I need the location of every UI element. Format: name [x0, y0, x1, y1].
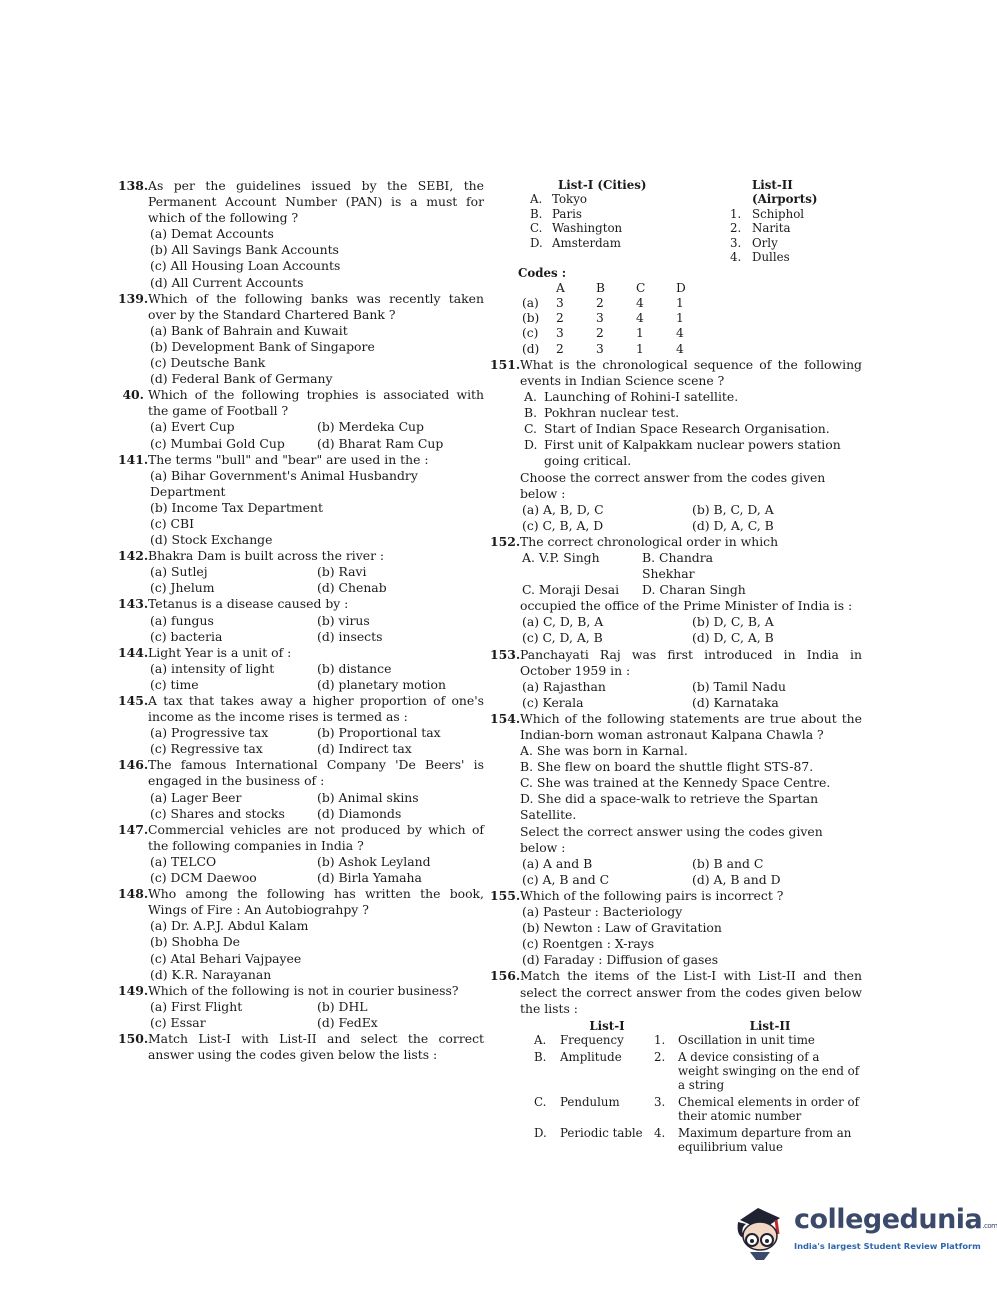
question-options — [520, 502, 862, 534]
question-149 — [118, 983, 484, 1031]
option: (a) Evert Cup — [150, 419, 235, 435]
statement: A. She was born in Karnal. — [520, 743, 688, 759]
statement — [524, 405, 862, 421]
question-153 — [490, 647, 862, 711]
item-text: Paris — [552, 206, 582, 221]
option-row — [522, 614, 862, 630]
brand-name: collegedunia.com — [794, 1204, 997, 1235]
question-155 — [490, 888, 862, 968]
names — [520, 550, 862, 598]
question-text: Match the items of the List-I with List-II and then select the correct answer from the codes given below the lists : — [520, 968, 862, 1016]
brand-tagline: India's largest Student Review Platform — [794, 1241, 981, 1251]
option: (c) Essar — [150, 1014, 206, 1030]
option: A. V.P. Singh — [522, 549, 600, 565]
q156-list2-item — [654, 1126, 862, 1155]
option: (b) Animal skins — [317, 789, 419, 805]
option: (b) B and C — [692, 855, 764, 871]
question-number: 143. — [118, 596, 149, 612]
option: (d) Diamonds — [317, 805, 402, 821]
statement: Select the correct answer using the codes given below : — [520, 823, 823, 855]
option: (c) CBI — [150, 515, 195, 531]
q150-list2-title: List-II (Airports) — [752, 178, 818, 207]
item-key: C. — [534, 1094, 547, 1109]
item-key: A. — [530, 192, 543, 207]
option: (a) Sutlej — [150, 564, 208, 580]
question-number: 156. — [490, 968, 521, 984]
question-options — [148, 468, 484, 548]
option-row — [522, 856, 862, 872]
question-options — [148, 854, 484, 886]
option-row — [522, 695, 862, 711]
option: (a) C, D, B, A — [522, 614, 604, 630]
q150-list1-item — [530, 236, 730, 250]
question-text: Which of the following is not in courier business? — [148, 982, 459, 998]
question-options — [520, 904, 862, 968]
item-text: Oscillation in unit time — [678, 1033, 815, 1048]
option: (c) Jhelum — [150, 580, 215, 596]
question-number: 153. — [490, 646, 521, 662]
question-number: 148. — [118, 886, 149, 902]
option: (c) Mumbai Gold Cup — [150, 435, 285, 451]
option-row — [522, 872, 862, 888]
item-key: 2. — [730, 221, 742, 236]
codes-row — [522, 311, 716, 326]
option: D. Charan Singh — [642, 582, 746, 598]
statement-text: First unit of Kalpakkam nuclear powers station going critical. — [544, 437, 841, 469]
option: (b) Merdeka Cup — [317, 419, 424, 435]
question-number: 142. — [118, 548, 149, 564]
statement-key: B. — [524, 405, 538, 421]
q156-list1-item — [534, 1126, 654, 1155]
option: (a) Lager Beer — [150, 789, 242, 805]
item-text: Maximum departure from an equilibrium value — [678, 1125, 852, 1154]
question-number: 152. — [490, 533, 521, 549]
codes-cell: 2 — [556, 341, 564, 356]
item-text: Amplitude — [560, 1049, 622, 1064]
codes-cell: 1 — [676, 311, 684, 326]
q150-list2-item — [730, 207, 862, 221]
question-options — [148, 790, 484, 822]
question-number: 139. — [118, 290, 149, 306]
option: (a) fungus — [150, 612, 214, 628]
option-row — [150, 854, 484, 870]
q156-lists — [520, 1019, 862, 1155]
question-number: 138. — [118, 178, 149, 193]
option: (d) K.R. Narayanan — [150, 966, 272, 982]
codes-cell: 4 — [636, 311, 644, 326]
q156-list1-item — [534, 1050, 654, 1093]
option: (a) Pasteur : Bacteriology — [522, 904, 683, 920]
option: (a) Dr. A.P.J. Abdul Kalam — [150, 918, 309, 934]
option: (b) Tamil Nadu — [692, 678, 786, 694]
question-number: 151. — [490, 356, 521, 372]
option: (c) Regressive tax — [150, 741, 263, 757]
codes-cell: 2 — [596, 326, 604, 341]
codes-row — [522, 342, 716, 357]
question-number: 150. — [118, 1030, 149, 1046]
q150-codes-label: Codes : — [518, 266, 567, 281]
right-column — [490, 178, 862, 1156]
option: (a) TELCO — [150, 853, 217, 869]
question-text: Tetanus is a disease caused by : — [148, 596, 349, 612]
question-141 — [118, 452, 484, 549]
item-text: Frequency — [560, 1033, 624, 1048]
option: (a) Progressive tax — [150, 725, 269, 741]
question-options — [148, 613, 484, 645]
q156-row — [534, 1050, 862, 1093]
option: (d) D, A, C, B — [692, 517, 774, 533]
item-text: Orly — [752, 235, 778, 250]
item-key: D. — [534, 1125, 547, 1140]
statement-text: Launching of Rohini-I satellite. — [544, 389, 739, 405]
question-options — [520, 856, 862, 888]
codes-cell: 1 — [636, 326, 644, 341]
option: (d) FedEx — [317, 1014, 378, 1030]
option: (c) A, B and C — [522, 871, 610, 887]
q150-list1-title: List-I (Cities) — [558, 178, 647, 192]
option-row — [150, 564, 484, 580]
question-text: Who among the following has written the book, Wings of Fire : An Autobiograhpy ? — [148, 886, 484, 918]
codes-cell: 3 — [596, 341, 604, 356]
codes-header-cell: A — [556, 280, 565, 295]
option: (a) A, B, D, C — [522, 501, 604, 517]
question-139 — [118, 291, 484, 388]
option-row — [150, 677, 484, 693]
question-number: 144. — [118, 644, 149, 660]
option: (b) Development Bank of Singapore — [150, 338, 375, 354]
question-text: Which of the following statements are true about the Indian-born woman astronaut Kalpana Chawla ? — [520, 710, 862, 743]
codes-cell: 4 — [676, 341, 684, 356]
question-text: Bhakra Dam is built across the river : — [148, 548, 385, 564]
item-text: A device consisting of a weight swinging on the end of a string — [678, 1049, 860, 1093]
q156-list1-item — [534, 1095, 654, 1124]
option: (d) planetary motion — [317, 676, 446, 692]
option-row — [150, 999, 484, 1015]
q156-list2-item — [654, 1050, 862, 1093]
statement: C. She was trained at the Kennedy Space Centre. — [520, 775, 831, 791]
item-key: 4. — [730, 250, 742, 265]
codes-cell: (a) — [522, 296, 539, 311]
option-row — [522, 550, 862, 582]
mascot-icon — [736, 1200, 794, 1262]
option-row — [150, 741, 484, 757]
question-144 — [118, 645, 484, 693]
option: (d) Birla Yamaha — [317, 870, 422, 886]
option: (b) Income Tax Department — [150, 499, 323, 515]
option-row — [150, 629, 484, 645]
question-options — [148, 661, 484, 693]
question-text: What is the chronological sequence of the following events in Indian Science scene ? — [520, 356, 862, 388]
option: (c) Roentgen : X-rays — [522, 936, 655, 952]
item-key: 3. — [654, 1094, 666, 1109]
question-text: The correct chronological order in which — [520, 533, 779, 549]
option-row — [150, 790, 484, 806]
question-text: The famous International Company 'De Beers' is engaged in the business of : — [148, 757, 484, 789]
question-number: 154. — [490, 710, 521, 726]
option: (b) distance — [317, 660, 392, 676]
statements — [520, 389, 862, 469]
option: (b) All Savings Bank Accounts — [150, 242, 339, 258]
option: B. Chandra Shekhar — [642, 549, 714, 582]
option: (c) Kerala — [522, 694, 584, 710]
option-row — [150, 725, 484, 741]
option-row — [150, 870, 484, 886]
codes-row — [522, 296, 716, 311]
item-text: Washington — [552, 221, 623, 236]
codes-cell: (b) — [522, 311, 540, 326]
statement-text: Start of Indian Space Research Organisation. — [544, 421, 830, 437]
question-number: 40. — [122, 387, 144, 403]
question-text: A tax that takes away a higher proportion of one's income as the income rises is termed as : — [148, 693, 484, 725]
item-key: 1. — [654, 1033, 666, 1048]
question-options — [148, 564, 484, 596]
option-row — [522, 502, 862, 518]
option: (b) Shobha De — [150, 934, 240, 950]
option: (b) B, C, D, A — [692, 501, 774, 517]
option: (c) C, B, A, D — [522, 517, 604, 533]
question-options — [148, 725, 484, 757]
codes-cell: 1 — [676, 296, 684, 311]
item-key: D. — [530, 235, 543, 250]
question-text: As per the guidelines issued by the SEBI, the Permanent Account Number (PAN) is a must for which of the following ? — [148, 178, 484, 226]
statement-key: C. — [524, 421, 537, 437]
option: (d) Karnataka — [692, 694, 779, 710]
option: (b) Proportional tax — [317, 725, 441, 741]
codes-header-row — [522, 281, 716, 296]
option: (a) A and B — [522, 855, 593, 871]
question-options — [148, 226, 484, 290]
question-number: 149. — [118, 982, 149, 998]
question-text-2: occupied the office of the Prime Minister of India is : — [520, 598, 853, 614]
option: (a) First Flight — [150, 998, 243, 1014]
question-156 — [490, 968, 862, 1154]
q156-row — [534, 1095, 862, 1124]
q150-list1 — [490, 178, 730, 264]
question-147 — [118, 822, 484, 886]
item-key: 1. — [730, 206, 742, 221]
item-key: A. — [534, 1033, 547, 1048]
codes-cell: 3 — [556, 296, 564, 311]
codes-header-cell: C — [636, 280, 646, 295]
option-row — [522, 679, 862, 695]
q156-list2-item — [654, 1033, 862, 1047]
item-key: C. — [530, 221, 543, 236]
question-text: Which of the following trophies is associated with the game of Football ? — [148, 387, 484, 419]
question-text: Which of the following banks was recently taken over by the Standard Chartered Bank ? — [148, 290, 484, 322]
item-text: Dulles — [752, 250, 790, 265]
statement — [524, 421, 862, 437]
question-text: The terms "bull" and "bear" are used in the : — [148, 451, 429, 467]
item-text: Schiphol — [752, 206, 805, 221]
q150-lists — [490, 178, 862, 357]
statement-key: A. — [524, 389, 537, 405]
option-row — [150, 806, 484, 822]
statement-text: Pokhran nuclear test. — [544, 405, 680, 421]
option-row — [522, 582, 862, 598]
q156-row — [534, 1126, 862, 1155]
item-text: Chemical elements in order of their atomic number — [678, 1094, 860, 1124]
option-row — [522, 630, 862, 646]
instruction: Choose the correct answer from the codes given below : — [520, 469, 826, 501]
option-row — [150, 1015, 484, 1031]
option: C. Moraji Desai — [522, 582, 620, 598]
question-148 — [118, 886, 484, 983]
item-text: Tokyo — [552, 192, 587, 207]
option: (d) All Current Accounts — [150, 274, 304, 290]
option: (d) Faraday : Diffusion of gases — [522, 952, 719, 968]
option: (d) A, B and D — [692, 871, 781, 887]
codes-cell: 3 — [596, 311, 604, 326]
option: (a) Bihar Government's Animal Husbandry Department — [150, 467, 418, 499]
codes-cell: 2 — [596, 296, 604, 311]
question-text: Commercial vehicles are not produced by which of the following companies in India ? — [148, 821, 484, 853]
q156-list-headers — [534, 1019, 862, 1033]
item-key: 2. — [654, 1049, 666, 1064]
codes-cell: (d) — [522, 341, 540, 356]
option: (d) Federal Bank of Germany — [150, 371, 333, 387]
question-number: 145. — [118, 693, 149, 708]
option: (c) Deutsche Bank — [150, 355, 266, 371]
option: (a) Bank of Bahrain and Kuwait — [150, 322, 348, 338]
codes-cell: 3 — [556, 326, 564, 341]
statement — [524, 389, 862, 405]
option: (b) D, C, B, A — [692, 614, 774, 630]
collegedunia-logo — [736, 1200, 997, 1260]
item-key: B. — [530, 206, 543, 221]
question-154 — [490, 711, 862, 888]
option: (d) D, C, A, B — [692, 630, 774, 646]
question-text: Panchayati Raj was first introduced in India in October 1959 in : — [520, 646, 862, 678]
option: (b) virus — [317, 612, 370, 628]
q156-list1-title: List-I — [589, 1018, 625, 1033]
question-143 — [118, 596, 484, 644]
question-40 — [118, 387, 484, 451]
question-number: 141. — [118, 451, 149, 467]
item-text: Amsterdam — [552, 235, 621, 250]
option: (c) Shares and stocks — [150, 805, 285, 821]
codes-cell: 1 — [636, 341, 644, 356]
statement-key: D. — [524, 437, 538, 453]
option-row — [150, 436, 484, 452]
question-146 — [118, 757, 484, 821]
option: (d) Indirect tax — [317, 741, 412, 757]
question-152 — [490, 534, 862, 647]
q150-codes-table — [522, 281, 716, 357]
option-row — [150, 419, 484, 435]
question-options — [520, 614, 862, 646]
question-142 — [118, 548, 484, 596]
question-number: 146. — [118, 757, 149, 773]
question-options — [148, 419, 484, 451]
question-138 — [118, 178, 484, 291]
question-text: Which of the following pairs is incorrect ? — [520, 887, 784, 903]
q150-list1-item — [530, 221, 730, 235]
question-number: 147. — [118, 821, 149, 837]
option: (d) insects — [317, 628, 383, 644]
statement: D. She did a space-walk to retrieve the Spartan Satellite. — [520, 791, 819, 823]
q150-list2-item — [730, 250, 862, 264]
codes-header-cell: B — [596, 280, 605, 295]
codes-header-cell: D — [676, 280, 686, 295]
option: (a) Demat Accounts — [150, 226, 274, 242]
option: (c) Atal Behari Vajpayee — [150, 950, 302, 966]
codes-cell: 4 — [636, 296, 644, 311]
question-text: Match List-I with List-II and select the correct answer using the codes given below the lists : — [148, 1030, 484, 1063]
codes-cell: (c) — [522, 326, 539, 341]
option: (b) DHL — [317, 998, 368, 1014]
question-text: Light Year is a unit of : — [148, 644, 292, 660]
codes-row — [522, 326, 716, 341]
item-text: Narita — [752, 221, 791, 236]
option-row — [522, 518, 862, 534]
item-key: B. — [534, 1049, 547, 1064]
question-151 — [490, 357, 862, 534]
item-text: Periodic table — [560, 1125, 643, 1140]
codes-cell: 2 — [556, 311, 564, 326]
q150-list1-item — [530, 207, 730, 221]
option: (c) All Housing Loan Accounts — [150, 258, 341, 274]
question-number: 155. — [490, 887, 521, 903]
item-key: 3. — [730, 235, 742, 250]
option: (c) DCM Daewoo — [150, 870, 257, 886]
option: (c) time — [150, 676, 199, 692]
option-row — [150, 661, 484, 677]
question-145 — [118, 693, 484, 757]
option: (b) Ashok Leyland — [317, 853, 431, 869]
option: (b) Newton : Law of Gravitation — [522, 920, 722, 936]
q156-list2-title: List-II — [749, 1018, 791, 1033]
q150-list2 — [730, 178, 862, 264]
option-row — [150, 580, 484, 596]
brand-suffix: .com — [982, 1222, 997, 1230]
option: (d) Bharat Ram Cup — [317, 435, 444, 451]
question-options — [520, 679, 862, 711]
option: (c) C, D, A, B — [522, 630, 603, 646]
question-options — [148, 918, 484, 982]
q150-list1-item — [530, 192, 730, 206]
item-text: Pendulum — [560, 1094, 620, 1109]
option: (c) bacteria — [150, 628, 223, 644]
question-options — [148, 323, 484, 387]
question-options — [148, 999, 484, 1031]
left-column — [118, 178, 484, 1063]
statement — [524, 437, 862, 469]
codes-cell: 4 — [676, 326, 684, 341]
option: (d) Stock Exchange — [150, 532, 273, 548]
option: (b) Ravi — [317, 564, 367, 580]
option: (a) intensity of light — [150, 660, 275, 676]
q156-list2-item — [654, 1095, 862, 1124]
q150-list2-item — [730, 221, 862, 235]
codes-header-cell — [522, 281, 556, 296]
q156-row — [534, 1033, 862, 1047]
option-row — [150, 613, 484, 629]
option: (a) Rajasthan — [522, 678, 606, 694]
q150-list2-item — [730, 236, 862, 250]
statement: B. She flew on board the shuttle flight STS-87. — [520, 759, 814, 775]
question-150 — [118, 1031, 484, 1063]
option: (d) Chenab — [317, 580, 387, 596]
item-key: 4. — [654, 1125, 666, 1140]
q156-list1-item — [534, 1033, 654, 1047]
